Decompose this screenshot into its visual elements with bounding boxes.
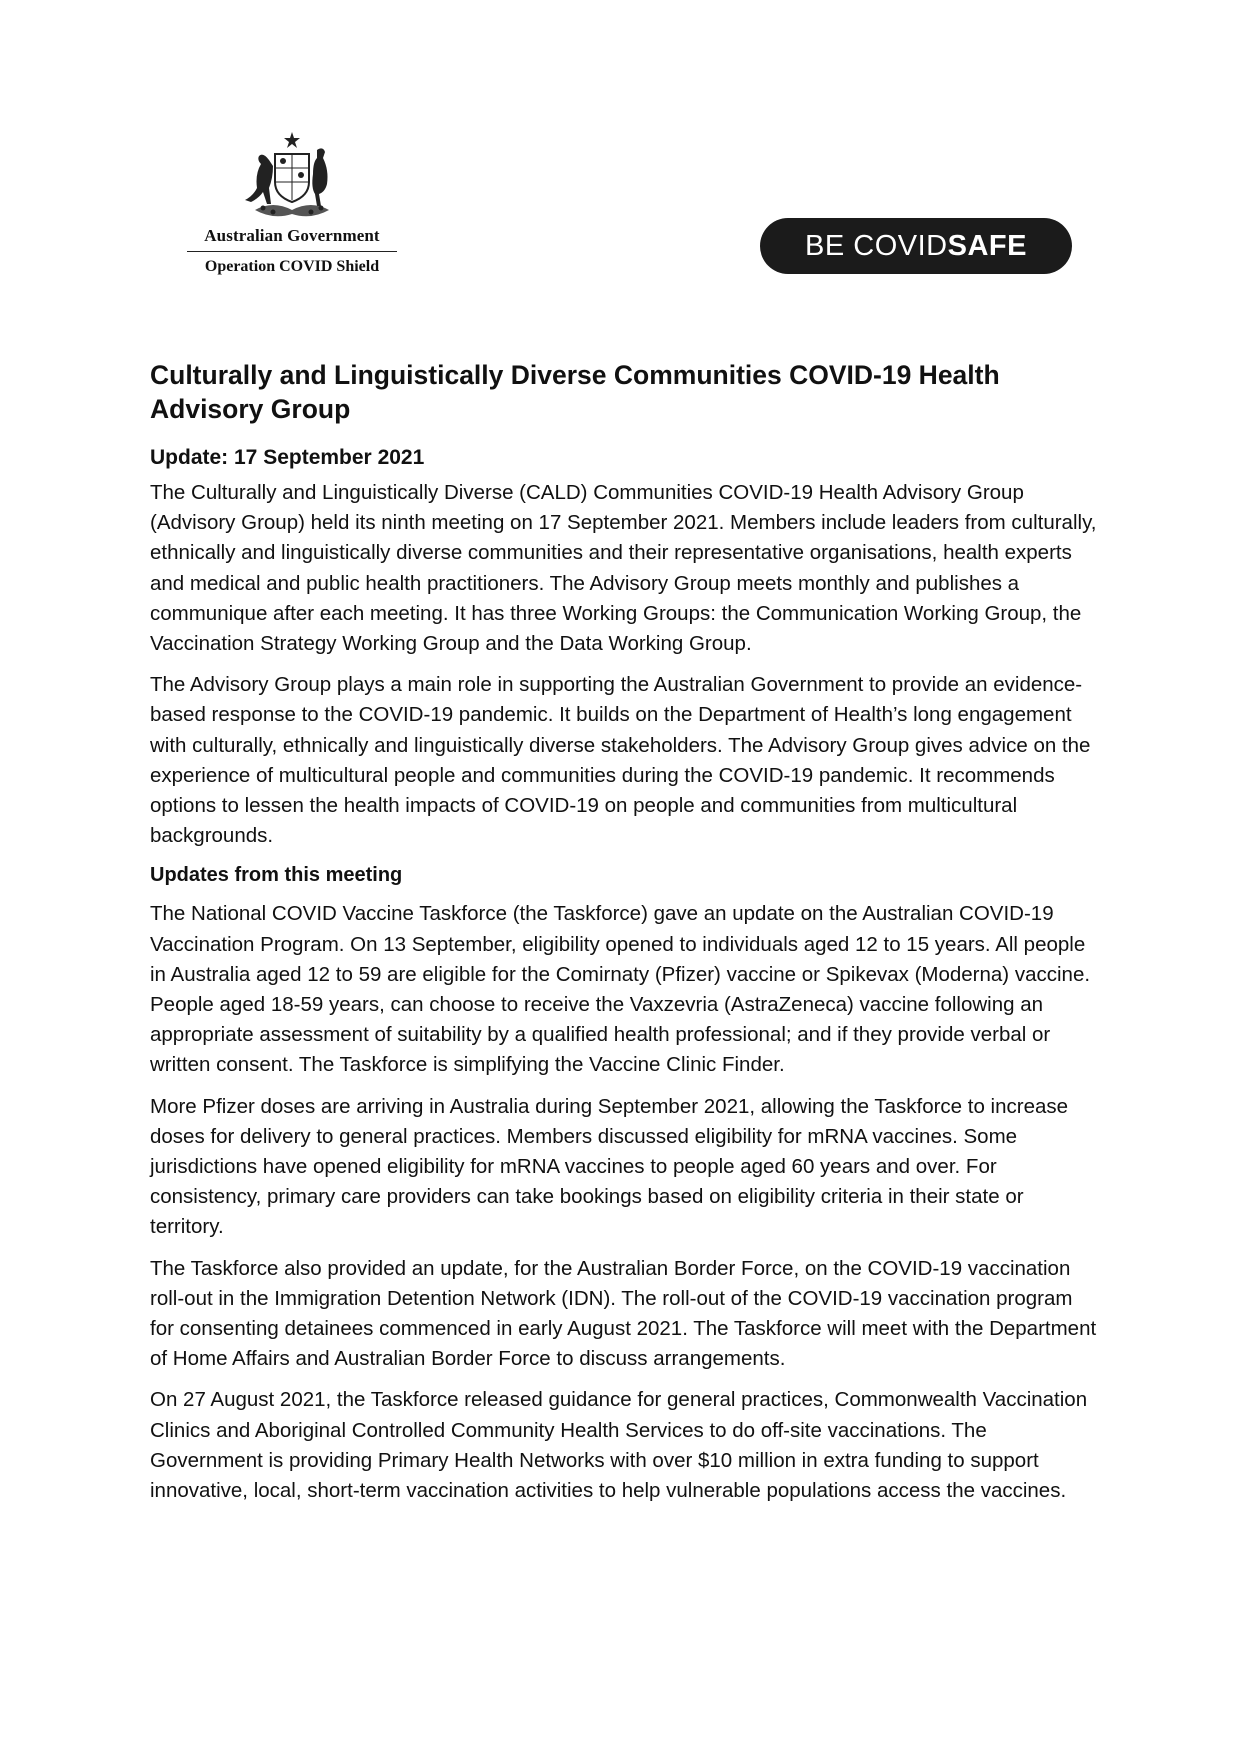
section-paragraph: More Pfizer doses are arriving in Australia during September 2021, allowing the Taskforce to increase doses for delivery to general practices. Members discussed eligibility for mRNA vaccines. Some jurisdictions have opened eligibility for mRNA vaccines to people aged 60 years and over. For consistency, primary care providers can take bookings based on eligibility criteria in their state or territory. [150, 1094, 1069, 1239]
section-paragraph: The National COVID Vaccine Taskforce (the Taskforce) gave an update on the Australian COVID-19 Vaccination Program. On 13 September, eligibility opened to individuals aged 12 to 15 years. All people in Australia aged 12 to 59 are eligible for the Comirnaty (Pfizer) vaccine or Spikevax (Moderna) vaccine. People aged 18-59 years, can choose to receive the Vaxzevria (AstraZeneca) vaccine following an appropriate assessment of suitability by a qualified health professional; and if they provide verbal or written consent. The Taskforce is simplifying the Vaccine Clinic Finder. [150, 902, 1091, 1077]
intro-paragraph: The Culturally and Linguistically Diverse (CALD) Communities COVID-19 Health Advisory Group (Advisory Group) held its ninth meeting on 17 September 2021. Members include leaders from culturally, ethnically and linguistically diverse communities and their representative organisations, health experts and medical and public health practitioners. The Advisory Group meets monthly and publishes a communique after each meeting. It has three Working Groups: the Communication Working Group, the Vaccination Strategy Working Group and the Data Working Group. [150, 481, 1097, 656]
section-paragraph: The Taskforce also provided an update, for the Australian Border Force, on the COVID-19 vaccination roll-out in the Immigration Detention Network (IDN). The roll-out of the COVID-19 vaccination program for consenting detainees commenced in early August 2021. The Taskforce will meet with the Department of Home Affairs and Australian Border Force to discuss arrangements. [150, 1256, 1097, 1371]
be-covidsafe-badge [760, 218, 1072, 274]
section-heading: Updates from this meeting [150, 864, 403, 887]
operation-name: Operation COVID Shield [204, 258, 380, 275]
badge-text-light: BE COVID [805, 230, 948, 262]
update-date-heading: Update: 17 September 2021 [150, 446, 425, 469]
badge-text-bold: SAFE [947, 230, 1027, 262]
intro-paragraph: The Advisory Group plays a main role in supporting the Australian Government to provide an evidence-based response to the COVID-19 pandemic. It builds on the Department of Health’s long engagement with culturally, ethnically and linguistically diverse stakeholders. The Advisory Group gives advice on the experience of multicultural people and communities during the COVID-19 pandemic. It recommends options to lessen the health impacts of COVID-19 on people and communities from multicultural backgrounds. [150, 673, 1091, 848]
australian-government-logo [186, 130, 398, 278]
document-body [150, 358, 1100, 1517]
government-name: Australian Government [204, 226, 380, 245]
australian-coat-of-arms-icon [233, 130, 351, 222]
document-title: Culturally and Linguistically Diverse Communities COVID-19 Health Advisory Group [150, 360, 1000, 424]
section-paragraph: On 27 August 2021, the Taskforce released guidance for general practices, Commonwealth Vaccination Clinics and Aboriginal Controlled Community Health Services to do off-site vaccinations. The Government is providing Primary Health Networks with over $10 million in extra funding to support innovative, local, short-term vaccination activities to help vulnerable populations access the vaccines. [150, 1388, 1088, 1503]
logo-divider [187, 251, 397, 252]
page-header [0, 0, 1241, 300]
